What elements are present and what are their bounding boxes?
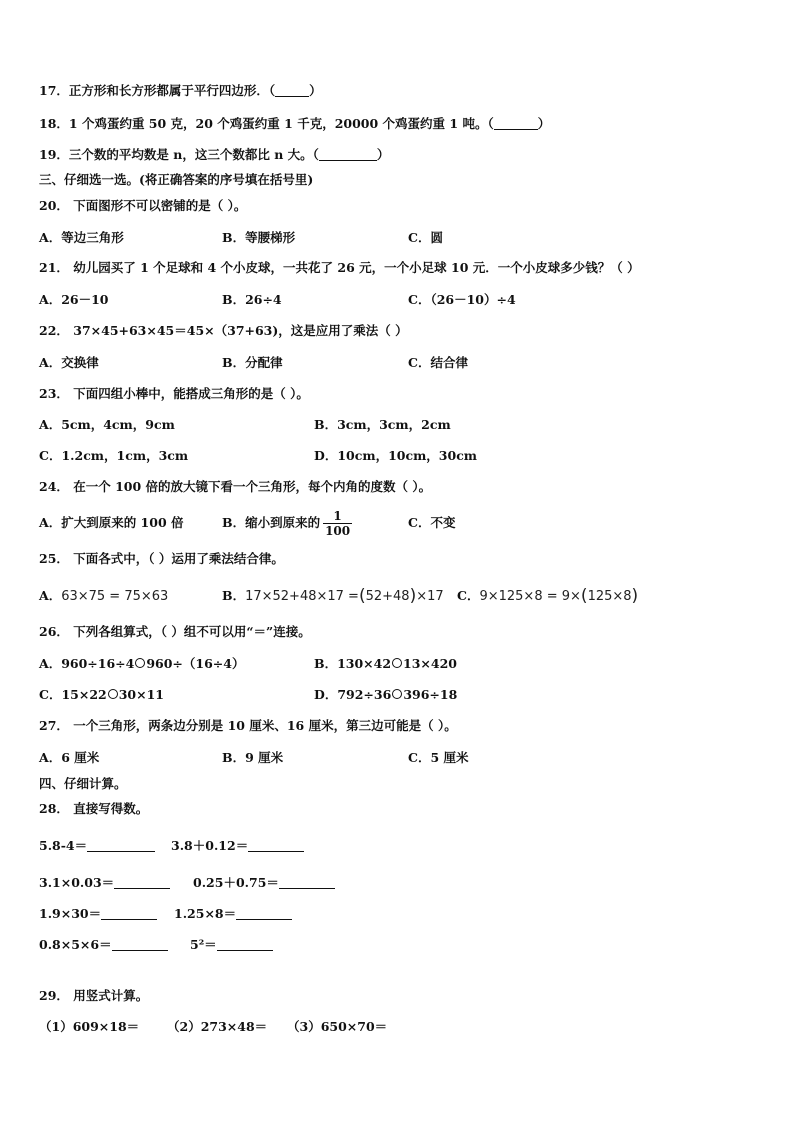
expression: 9×125×8 = 9× [479, 589, 581, 604]
closing-paren: ） [537, 116, 551, 131]
question-26: 26． 下列各组算式，（ ）组不可以用“＝”连接。 [39, 624, 311, 639]
question-17 [39, 83, 322, 99]
compare-circle-icon[interactable] [135, 658, 145, 668]
option-a[interactable]: A．6 厘米 [39, 750, 100, 765]
answer-blank[interactable] [248, 839, 304, 852]
answer-blank[interactable] [114, 876, 170, 889]
option-b[interactable] [314, 656, 457, 672]
calc-item [39, 906, 157, 922]
option-c[interactable]: C．1.2cm，1cm，3cm [39, 448, 189, 463]
option-label: A． [39, 588, 62, 603]
answer-blank[interactable] [112, 938, 168, 951]
expression: 17×52+48×17 = [245, 589, 359, 604]
option-c[interactable]: C．5 厘米 [408, 750, 469, 765]
answer-blank[interactable] [236, 907, 292, 920]
right-paren: ) [631, 586, 639, 606]
compare-circle-icon[interactable] [392, 658, 402, 668]
question-25: 25． 下面各式中，（ ）运用了乘法结合律。 [39, 551, 284, 566]
question-text: 三个数的平均数是 n，这三个数都比 n 大。（ [68, 147, 319, 162]
option-c[interactable]: C．（26－10）÷4 [408, 292, 516, 307]
expression: C．15×22 [39, 687, 107, 702]
question-24: 24． 在一个 100 倍的放大镜下看一个三角形，每个内角的度数（ ）。 [39, 479, 432, 494]
calc-item [193, 875, 335, 891]
left-paren: ( [580, 586, 588, 606]
option-d[interactable] [314, 687, 457, 703]
calc-item [39, 875, 170, 891]
expression: 960÷（16÷4） [146, 656, 245, 671]
calc-item [39, 838, 155, 854]
expression: 125×8 [587, 589, 632, 604]
left-paren: ( [358, 586, 366, 606]
calc-item [190, 937, 273, 953]
option-b-text: B．缩小到原来的 [222, 515, 321, 530]
question-text: 1 个鸡蛋约重 50 克，20 个鸡蛋约重 1 千克，20000 个鸡蛋约重 1 吨。（ [68, 116, 494, 131]
calc-item [171, 838, 304, 854]
option-a[interactable] [39, 588, 168, 605]
option-c[interactable]: C．圆 [408, 230, 443, 245]
option-b[interactable] [222, 588, 444, 605]
option-c[interactable]: C．结合律 [408, 355, 468, 370]
calc-item: （3）650×70＝ [287, 1019, 388, 1034]
expression: 13×420 [403, 656, 457, 671]
answer-blank[interactable] [275, 84, 309, 97]
calc-item: （2）273×48＝ [167, 1019, 268, 1034]
question-number: 18． [39, 116, 69, 131]
option-a[interactable]: A．5cm，4cm，9cm [39, 417, 175, 432]
question-28: 28． 直接写得数。 [39, 801, 149, 816]
question-22: 22． 37×45+63×45＝45×（37+63)，这是应用了乘法（ ） [39, 323, 408, 338]
question-27: 27． 一个三角形，两条边分别是 10 厘米、16 厘米，第三边可能是（ ）。 [39, 718, 457, 733]
closing-paren: ） [376, 147, 390, 162]
question-19 [39, 147, 389, 163]
question-number: 17． [39, 83, 69, 98]
expression: A．960÷16÷4 [39, 656, 135, 671]
option-label: B． [222, 588, 246, 603]
calc-expression: 0.25＋0.75＝ [193, 875, 279, 890]
option-a[interactable]: A．交换律 [39, 355, 99, 370]
compare-circle-icon[interactable] [108, 689, 118, 699]
expression: 63×75 = 75×63 [61, 589, 169, 604]
answer-blank[interactable] [217, 938, 273, 951]
answer-blank[interactable] [87, 839, 155, 852]
calc-expression: 3.1×0.03＝ [39, 875, 115, 890]
option-b[interactable] [222, 504, 352, 542]
question-18 [39, 116, 550, 132]
calc-expression: 1.25×8＝ [174, 906, 237, 921]
option-b[interactable]: B．等腰梯形 [222, 230, 296, 245]
closing-paren: ） [309, 83, 322, 98]
option-a[interactable]: A．扩大到原来的 100 倍 [39, 515, 184, 530]
option-c[interactable] [457, 588, 638, 605]
expression: 396÷18 [403, 687, 458, 702]
expression: B．130×42 [314, 656, 392, 671]
option-c[interactable]: C．不变 [408, 515, 456, 530]
option-b[interactable]: B．分配律 [222, 355, 283, 370]
option-a[interactable]: A．等边三角形 [39, 230, 124, 245]
question-21: 21． 幼儿园买了 1 个足球和 4 个小皮球，一共花了 26 元，一个小足球 10 元．一个小皮球多少钱？（ ） [39, 260, 640, 275]
calc-item: （1）609×18＝ [39, 1019, 140, 1034]
question-23: 23． 下面四组小棒中，能搭成三角形的是（ ）。 [39, 386, 309, 401]
calc-item [174, 906, 292, 922]
expression: ×17 [416, 589, 444, 604]
option-label: C． [457, 588, 480, 603]
calc-expression: 0.8×5×6＝ [39, 937, 112, 952]
answer-blank[interactable] [101, 907, 157, 920]
question-20: 20． 下面图形不可以密铺的是（ ）。 [39, 198, 247, 213]
fraction-denominator: 100 [325, 524, 351, 538]
question-29: 29． 用竖式计算。 [39, 988, 149, 1003]
calc-expression: 3.8＋0.12＝ [171, 838, 249, 853]
answer-blank[interactable] [494, 117, 538, 130]
calc-expression: 5.8-4＝ [39, 838, 88, 853]
section-heading-4: 四、仔细计算。 [39, 776, 127, 791]
option-b[interactable]: B．3cm，3cm，2cm [314, 417, 451, 432]
section-heading-3: 三、仔细选一选。(将正确答案的序号填在括号里) [39, 172, 314, 187]
right-paren: ) [409, 586, 417, 606]
expression: 52+48 [365, 589, 410, 604]
option-b[interactable]: B．26÷4 [222, 292, 282, 307]
compare-circle-icon[interactable] [392, 689, 402, 699]
calc-expression: 1.9×30＝ [39, 906, 102, 921]
option-c[interactable] [39, 687, 164, 703]
answer-blank[interactable] [279, 876, 335, 889]
option-b[interactable]: B．9 厘米 [222, 750, 284, 765]
expression: 30×11 [118, 687, 164, 702]
option-a[interactable] [39, 656, 244, 672]
question-text: 正方形和长方形都属于平行四边形．（ [68, 83, 276, 98]
option-a[interactable]: A．26－10 [39, 292, 109, 307]
fraction-numerator: 1 [323, 509, 352, 524]
calc-item [39, 937, 168, 953]
answer-blank[interactable] [319, 148, 377, 161]
calc-expression: 5²＝ [190, 937, 217, 952]
expression: D．792÷36 [314, 687, 392, 702]
question-number: 19． [39, 147, 69, 162]
fraction [323, 509, 352, 538]
option-d[interactable]: D．10cm，10cm，30cm [314, 448, 478, 463]
